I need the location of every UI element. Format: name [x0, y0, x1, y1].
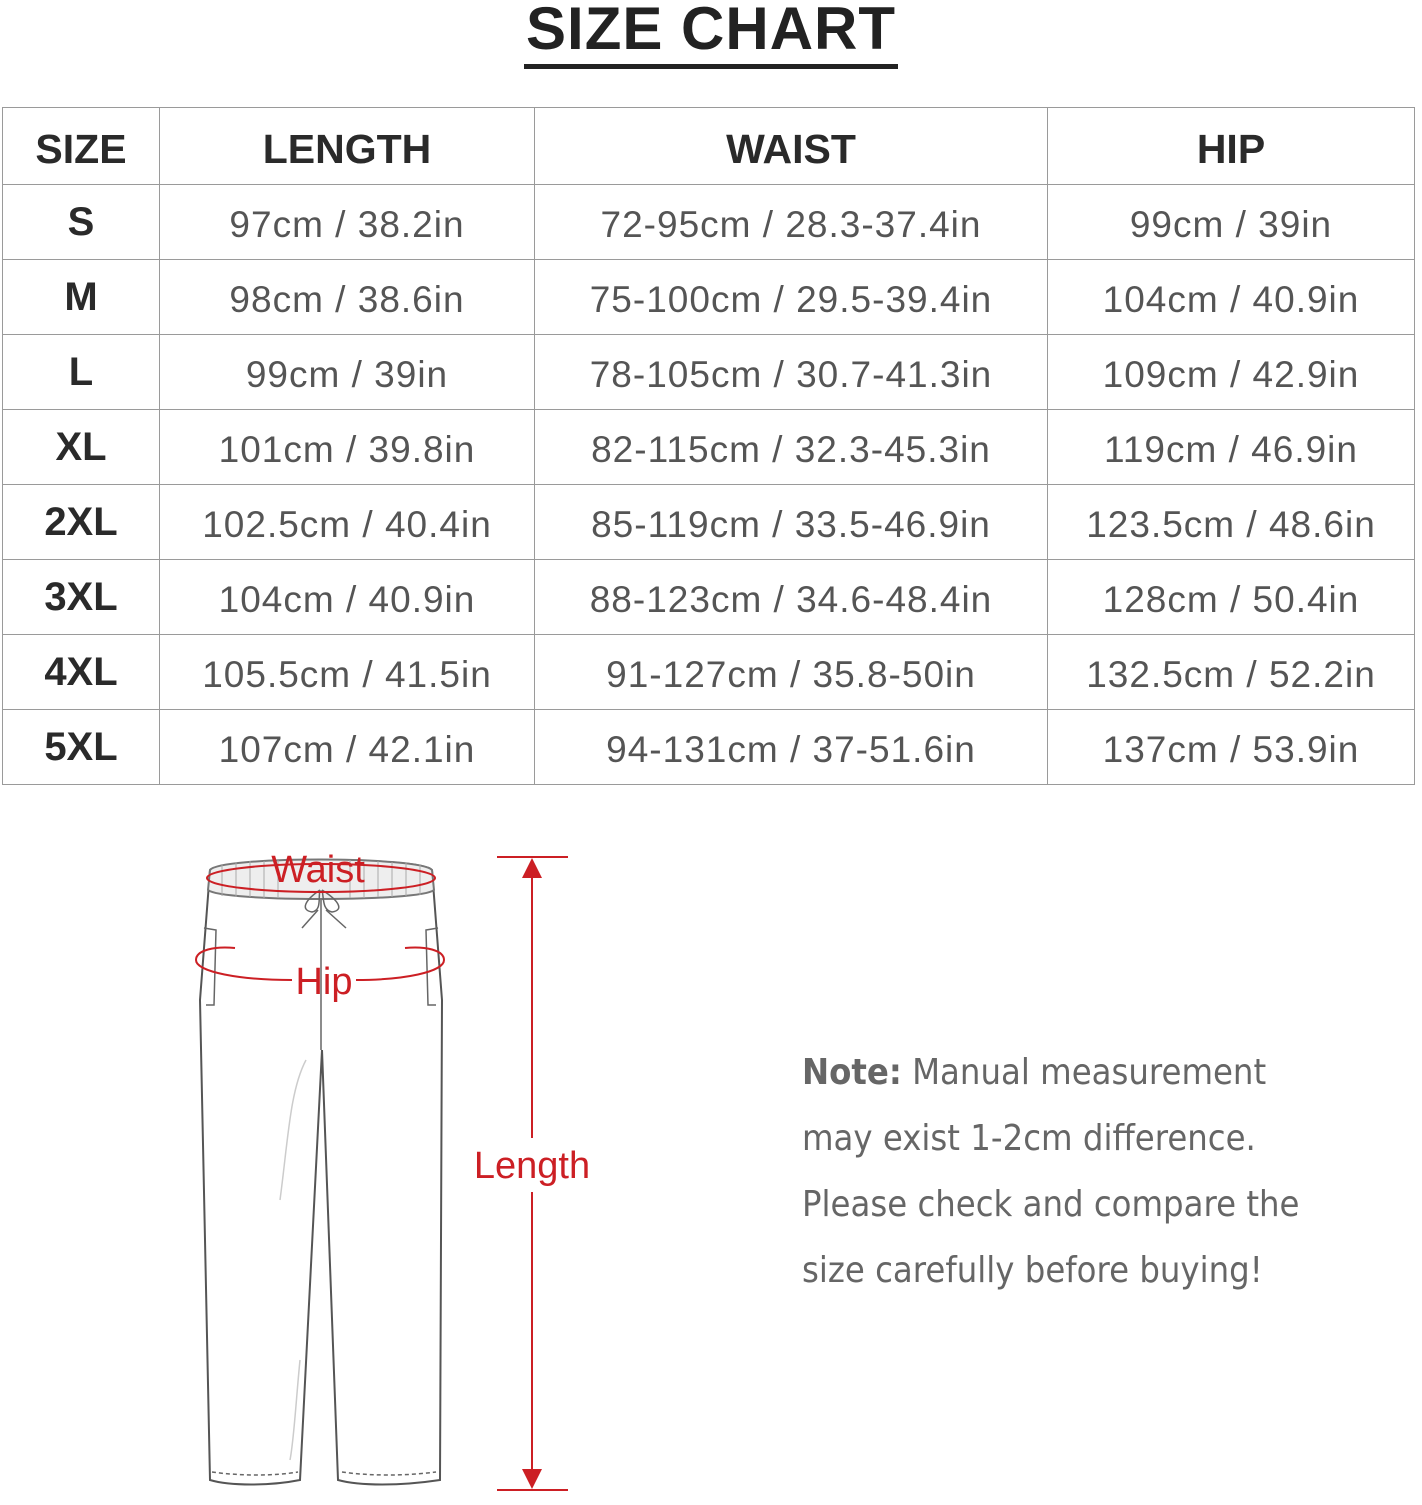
header-waist: WAIST — [535, 108, 1048, 185]
table-header-row — [3, 108, 1415, 185]
page-title — [0, 0, 1422, 69]
cell-hip: 104cm / 40.9in — [1048, 260, 1415, 335]
cell-waist: 94-131cm / 37-51.6in — [535, 710, 1048, 785]
cell-length: 104cm / 40.9in — [160, 560, 535, 635]
cell-length: 99cm / 39in — [160, 335, 535, 410]
note-label: Note: — [802, 1052, 902, 1093]
cell-hip: 109cm / 42.9in — [1048, 335, 1415, 410]
cell-size: M — [3, 260, 160, 335]
cell-hip: 123.5cm / 48.6in — [1048, 485, 1415, 560]
cell-hip: 119cm / 46.9in — [1048, 410, 1415, 485]
header-size: SIZE — [3, 108, 160, 185]
cell-waist: 75-100cm / 29.5-39.4in — [535, 260, 1048, 335]
cell-hip: 132.5cm / 52.2in — [1048, 635, 1415, 710]
cell-hip: 99cm / 39in — [1048, 185, 1415, 260]
waist-label: Waist — [271, 849, 365, 891]
pants-measurement-diagram — [0, 760, 700, 1500]
table-row — [3, 635, 1415, 710]
table-row — [3, 485, 1415, 560]
note-text: Manual measurement may exist 1-2cm difference. Please check and compare the size carefully before buying! — [802, 1052, 1300, 1291]
cell-length: 105.5cm / 41.5in — [160, 635, 535, 710]
table-row — [3, 260, 1415, 335]
cell-hip: 128cm / 50.4in — [1048, 560, 1415, 635]
size-table — [2, 107, 1415, 785]
pants-illustration — [0, 760, 700, 1500]
cell-waist: 72-95cm / 28.3-37.4in — [535, 185, 1048, 260]
cell-length: 101cm / 39.8in — [160, 410, 535, 485]
cell-waist: 85-119cm / 33.5-46.9in — [535, 485, 1048, 560]
cell-size: XL — [3, 410, 160, 485]
page-title-text: SIZE CHART — [524, 0, 898, 69]
header-hip: HIP — [1048, 108, 1415, 185]
cell-size: 5XL — [3, 710, 160, 785]
cell-size: 3XL — [3, 560, 160, 635]
cell-size: L — [3, 335, 160, 410]
hip-label: Hip — [295, 961, 353, 1003]
measurement-note — [802, 1040, 1342, 1304]
cell-hip: 137cm / 53.9in — [1048, 710, 1415, 785]
length-label: Length — [473, 1145, 591, 1187]
cell-size: S — [3, 185, 160, 260]
header-length: LENGTH — [160, 108, 535, 185]
cell-length: 107cm / 42.1in — [160, 710, 535, 785]
cell-waist: 91-127cm / 35.8-50in — [535, 635, 1048, 710]
cell-length: 98cm / 38.6in — [160, 260, 535, 335]
table-row — [3, 335, 1415, 410]
cell-size: 2XL — [3, 485, 160, 560]
cell-length: 97cm / 38.2in — [160, 185, 535, 260]
table-row — [3, 410, 1415, 485]
cell-length: 102.5cm / 40.4in — [160, 485, 535, 560]
arrow-down-icon — [522, 1469, 542, 1489]
table-row — [3, 185, 1415, 260]
table-row — [3, 560, 1415, 635]
cell-waist: 78-105cm / 30.7-41.3in — [535, 335, 1048, 410]
cell-size: 4XL — [3, 635, 160, 710]
arrow-up-icon — [522, 858, 542, 878]
cell-waist: 82-115cm / 32.3-45.3in — [535, 410, 1048, 485]
cell-waist: 88-123cm / 34.6-48.4in — [535, 560, 1048, 635]
